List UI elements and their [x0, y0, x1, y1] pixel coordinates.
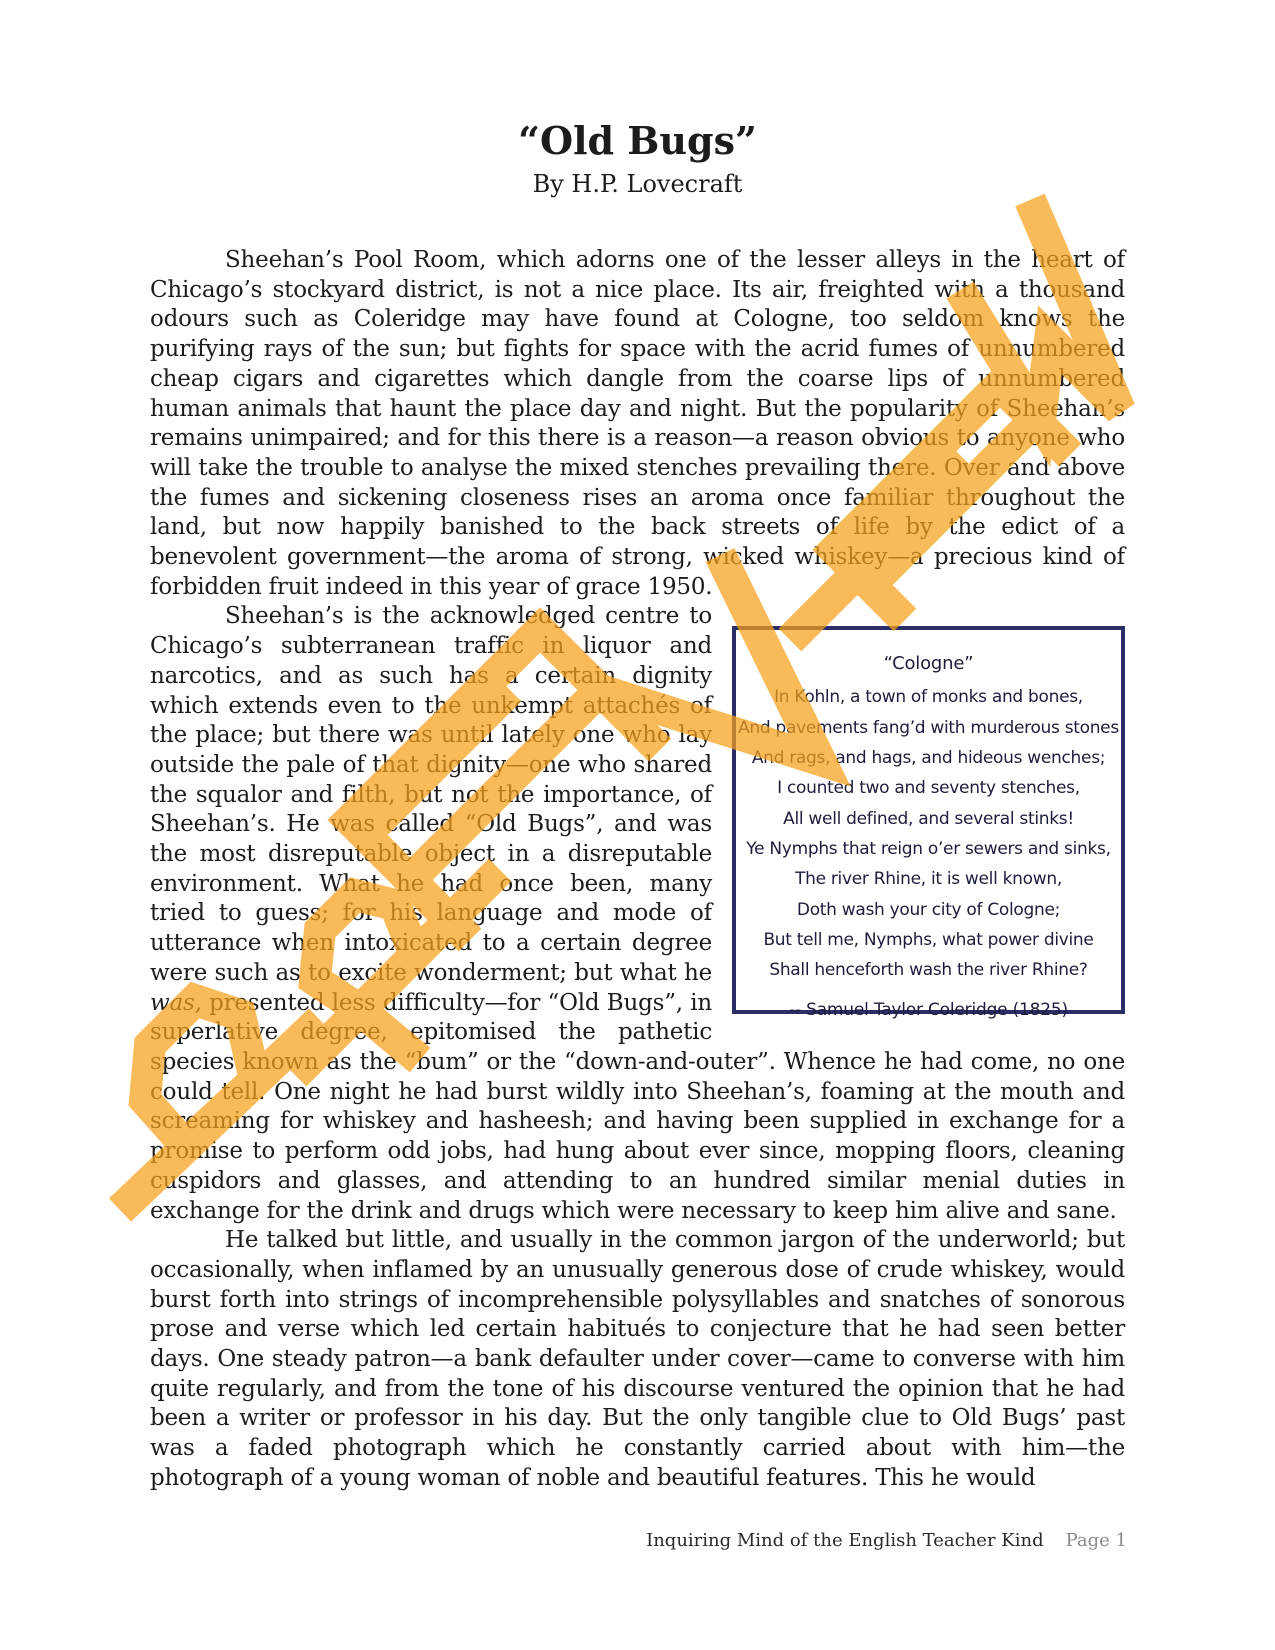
poem-line: All well defined, and several stinks!: [783, 808, 1074, 829]
poem-line: I counted two and seventy stenches,: [777, 778, 1080, 799]
poem-callout-box: [732, 626, 1125, 1021]
poem-title: “Cologne”: [883, 653, 974, 675]
poem-attribution: -- Samuel Taylor Coleridge (1825): [789, 1000, 1068, 1021]
poem-line: Ye Nymphs that reign o’er sewers and sinks,: [746, 838, 1111, 859]
emphasis-was: was,: [150, 989, 202, 1016]
author-byline: By H.P. Lovecraft: [532, 170, 743, 198]
poem-line: And pavements fang’d with murderous stones: [738, 717, 1119, 738]
poem-line: But tell me, Nymphs, what power divine: [763, 929, 1094, 950]
poem-line: Doth wash your city of Cologne;: [796, 899, 1061, 920]
poem-line: In Kohln, a town of monks and bones,: [774, 687, 1083, 708]
story-body: [150, 246, 1125, 1494]
paragraph-3: He talked but little, and usually in the common jargon of the underworld; but occasionally, when inflamed by an unusually generous dose of crude whiskey, would burst forth into strings of incomprehensible polysyllables and snatches of sonorous prose and verse which led certain habitués to conjecture that he had seen better days. One steady patron—a bank defaulter under cover—came to converse with him quite regularly, and from the tone of his discourse ventured the opinion that he had been a writer or professor in his day. But the only tangible clue to Old Bugs’ past was a faded photograph which he constantly carried about with him—the photograph of a young woman of noble and beautiful features. This he would: [150, 1227, 1125, 1491]
poem-line: And rags, and hags, and hideous wenches;: [751, 748, 1106, 769]
page-number: Page 1: [1065, 1530, 1127, 1551]
page-footer: [646, 1530, 1127, 1551]
paragraph-2-part-b: presented less difficulty—for “Old Bugs”, in superlative degree, epitomised the pathetic species known as the “bum” or the “down-and-outer”. Whence he had come, no one could tell. One night he had burst wildly into Sheehan’s, foaming at the mouth and screaming for whiskey and hasheesh; and having been supplied in exchange for a promise to perform odd jobs, had hung about ever since, mopping floors, cleaning cuspidors and glasses, and attending to an hundred similar menial duties in exchange for the drink and drugs which were necessary to keep him alive and sane.: [150, 989, 1125, 1224]
paragraph-2-part-a: Sheehan’s is the acknowledged centre to Chicago’s subterranean traffic in liquor and narcotics, and as such has a certain dignity which extends even to the unkempt attachés of the place; but there was until lately one who lay outside the pale of that dignity—one who shared the squalor and filth, but not the importance, of Sheehan’s. He was called “Old Bugs”, and was the most disreputable object in a disreputable environment. What he had once been, many tried to guess; for his language and mode of utterance when intoxicated to a certain degree were such as to excite wonderment; but what he: [150, 603, 712, 986]
paragraph-1: Sheehan’s Pool Room, which adorns one of the lesser alleys in the heart of Chicago’s stockyard district, is not a nice place. Its air, freighted with a thousand odours such as Coleridge may have found at Cologne, too seldom knows the purifying rays of the sun; but fights for space with the acrid fumes of unnumbered cheap cigars and cigarettes which dangle from the coarse lips of unnumbered human animals that haunt the place day and night. But the popularity of Sheehan’s remains unimpaired; and for this there is a reason—a reason obvious to anyone who will take the trouble to analyse the mixed stenches prevailing there. Over and above the fumes and sickening closeness rises an aroma once familiar throughout the land, but now happily banished to the back streets of life by the edict of a benevolent government—the aroma of strong, wicked whiskey—a precious kind of forbidden fruit indeed in this year of grace 1950.: [150, 247, 1125, 600]
poem-line: The river Rhine, it is well known,: [795, 869, 1062, 890]
document-title: “Old Bugs”: [518, 118, 757, 163]
poem-line: Shall henceforth wash the river Rhine?: [769, 960, 1088, 981]
footer-source: Inquiring Mind of the English Teacher Kind: [646, 1530, 1044, 1551]
